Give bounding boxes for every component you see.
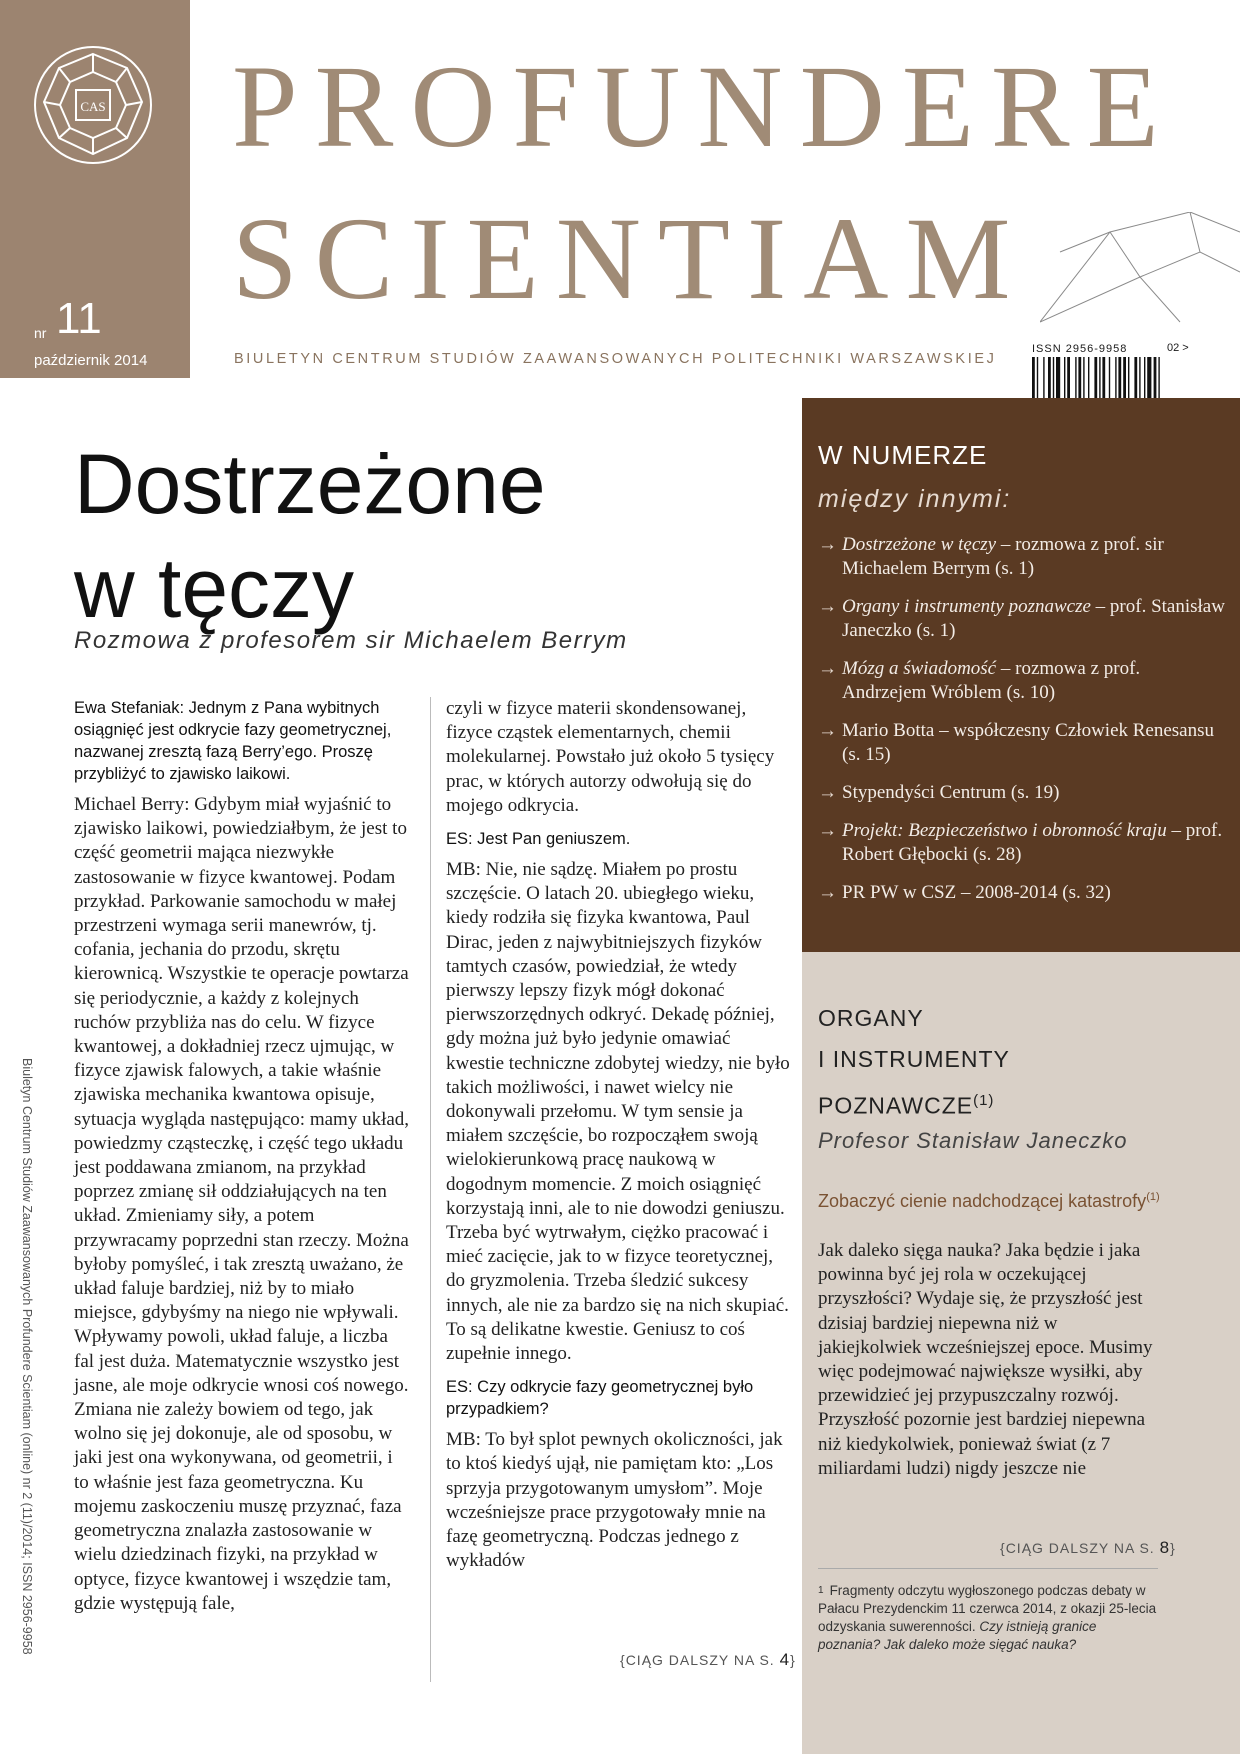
arrow-right-icon: → [818, 782, 837, 803]
article-lede: Rozmowa z profesorem sir Michaelem Berrym [74, 627, 628, 654]
toc-item[interactable] [818, 781, 1228, 805]
feature-continue-link[interactable]: {CIĄG DALSZY NA S. 8} [1000, 1538, 1176, 1557]
contents-list [818, 533, 1228, 919]
footnote-text: Fragmenty odczytu wygłoszonego podczas debaty w Pałacu Prezydenckim 11 czerwca 2014, z okazji 25-lecia odzyskania suwerenności. [818, 1583, 1157, 1634]
arrow-right-icon: → [818, 882, 837, 903]
footnote-mark: (1) [973, 1092, 995, 1109]
issue-label: nr [34, 325, 47, 341]
feature-body: Jak daleko sięga nauka? Jaka będzie i jaka powinna być jej rola w oczekującej przyszłości? Wydaje się, że przyszłość jest dzisiaj bardziej niepewna niż w jakiejkolwiek wcześniejszej epoce. Musimy więc podejmować największe wysiłki, aby przewidzieć jej przypuszczalny rozwój. Przyszłość pozornie jest bardziej niepewna niż kiedykolwiek, ponieważ świat (z 7 miliardami ludzi) nigdy jeszcze nie [818, 1240, 1153, 1479]
toc-item-italic: Projekt: Bezpieczeństwo i obronność kraju [842, 820, 1167, 841]
article-continue-link[interactable]: {CIĄG DALSZY NA S. 4} [620, 1650, 796, 1669]
toc-item[interactable] [818, 533, 1228, 581]
interview-answer: MB: Nie, nie sądzę. Miałem po prostu szczęście. O latach 20. ubiegłego wieku, kiedy rodziła się fizyka kwantowa, Paul Dirac, jeden z najwybitniejszych fizyków tamtych czasów, powiedział, że wtedy pierwszy lepszy fizyk mógł dokonać pierwszorzędnych odkryć. Dekadę później, gdy można już było jedynie omawiać kwestie techniczne zdobytej wiedzy, nie było takich możliwości, i nawet wielcy nie dokonywali przełomu. W tym sensie ja miałem szczęście, bo rozpocząłem swoją wielokierunkową pracę naukową w dogodnym momencie. Z moich osiągnięć korzystają inni, ale to nie dowodzi geniuszu. Trzeba być wytrwałym, ciężko pracować i mieć zacięcie, jak to w fizyce teoretycznej, do gryzmolenia. Trzeba śledzić sukcesy innych, ale nie za bardzo się na nich skupiać. To są delikatne kwestie. Geniusz to coś zupełnie innego. [446, 859, 790, 1365]
article-headline [74, 432, 546, 640]
toc-item-text: – rozmowa z prof. Andrzejem Wróblem (s. 10) [842, 658, 1141, 703]
toc-item[interactable] [818, 595, 1228, 643]
contents-subtitle: między innymi: [818, 485, 1012, 513]
footnote-divider [818, 1568, 1158, 1569]
arrow-right-icon: → [818, 596, 837, 617]
vertical-credit-line: Biuletyn Centrum Studiów Zaawansowanych Profundere Scientiam (online) nr 2 (11)/2014; ISSN 2956-9958 [20, 1058, 34, 1655]
column-divider [430, 697, 431, 1682]
feature-title-line2: I INSTRUMENTY [818, 1046, 1010, 1072]
continue-label: CIĄG DALSZY NA S. [625, 1652, 775, 1668]
issue-date: październik 2014 [34, 352, 148, 369]
issn-extension: 02 > [1167, 342, 1189, 354]
feature-title-line3: POZNAWCZE [818, 1092, 974, 1119]
footnote [818, 1582, 1158, 1654]
arrow-right-icon: → [818, 534, 837, 555]
footnote-italic: Czy istnieją granice poznania? Jak daleko może sięgać nauka? [818, 1619, 1097, 1652]
masthead-subtitle: BIULETYN CENTRUM STUDIÓW ZAAWANSOWANYCH POLITECHNIKI WARSZAWSKIEJ [234, 351, 997, 367]
continue-page: 4 [779, 1650, 791, 1669]
toc-item-italic: Mózg a świadomość [842, 658, 997, 679]
issn-label: ISSN 2956-9958 [1032, 343, 1128, 355]
cas-logo [30, 42, 156, 168]
toc-item-italic: Organy i instrumenty poznawcze [842, 596, 1091, 617]
toc-item-text: – prof. Robert Głębocki (s. 28) [842, 820, 1223, 865]
toc-item-text: – rozmowa z prof. sir Michaelem Berrym (s. 1) [842, 534, 1164, 579]
interview-answer: Michael Berry: Gdybym miał wyjaśnić to zjawisko laikowi, powiedziałbym, że jest to część geometrii mająca niezwykłe zastosowanie w fizyce kwantowej. Podam przykład. Parkowanie samochodu w małej przestrzeni wymaga serii manewrów, tj. cofania, jechania do przodu, skrętu kierownicą. Wszystkie te operacje powtarza się periodycznie, a każdy z kolejnych ruchów przybliża nas do celu. W fizyce kwantowej, a dokładniej rzecz ujmując, w fizyce zjawisk falowych, a takie właśnie zjawiska mechanika kwantowa opisuje, sytuacja wygląda następująco: mamy układ, powiedzmy cząsteczkę, i część tego układu jest poddawana zmianom, na przykład poprzez zmianę sił oddziałujących na ten układ. Zmieniamy siły, a potem przywracamy poprzedni stan rzeczy. Można byłoby pomyśleć, i tak zresztą uważano, że układ faluje bardziej, niż by to miało miejsce, gdybyśmy na niego nie wpływali. Wpływamy powoli, układ faluje, a liczba fal jest duża. Matematycznie wszystko jest jasne, ale moje odkrycie wnosi coś nowego. Zmiana nie zależy bowiem od tego, jak wolno się jej dokonuje, ale od sposobu, w jaki jest ona wykonywana, od geometrii, i to właśnie jest faza geometryczna. Ku mojemu zaskoczeniu muszę przyznać, faza geometryczna znalazła zastosowanie w wielu dziedzinach fizyki, na przykład w optyce, fizyce kwantowej i wszędzie tam, gdzie występują fale, [74, 794, 410, 1614]
toc-item[interactable] [818, 657, 1228, 705]
continue-label: CIĄG DALSZY NA S. [1005, 1540, 1155, 1556]
article-column-1 [74, 697, 410, 1626]
article-column-2 [446, 697, 790, 1584]
feature-subheading [818, 1186, 1198, 1213]
contents-title: W NUMERZE [818, 440, 988, 470]
headline-line1: Dostrzeżone [74, 437, 546, 531]
arrow-right-icon: → [818, 720, 837, 741]
interview-question: ES: Jest Pan geniuszem. [446, 830, 631, 849]
masthead-title-line2: SCIENTIAM [232, 193, 1028, 324]
toc-item[interactable] [818, 881, 1228, 905]
arrow-right-icon: → [818, 820, 837, 841]
logo-text: CAS [80, 99, 106, 114]
continue-page: 8 [1159, 1538, 1171, 1557]
toc-item-text: Stypendyści Centrum (s. 19) [842, 782, 1060, 803]
interview-answer: MB: To był splot pewnych okoliczności, jak to ktoś kiedyś ujął, nie pamiętam kto: „Los sprzyja przygotowanym umysłom”. Moje wcześniejsze prace przygotowały mnie na fazę geometryczną. Podczas jednego z wykładów [446, 1429, 783, 1572]
toc-item[interactable] [818, 819, 1228, 867]
toc-item[interactable] [818, 719, 1228, 767]
headline-line2: w tęczy [74, 541, 355, 635]
feature-author: Profesor Stanisław Janeczko [818, 1128, 1128, 1153]
feature-title [818, 998, 1010, 1127]
masthead-title-line1: PROFUNDERE [232, 41, 1176, 172]
toc-item-text: – prof. Stanisław Janeczko (s. 1) [842, 596, 1225, 641]
issue-number: 11 [56, 294, 102, 343]
interview-question: Ewa Stefaniak: Jednym z Pana wybitnych osiągnięć jest odkrycie fazy geometrycznej, nazwanej zresztą fazą Berry’ego. Proszę przybliżyć to zjawisko laikowi. [74, 699, 392, 783]
feature-subheading-text: Zobaczyć cienie nadchodzącej katastrofy [818, 1191, 1147, 1211]
feature-title-line1: ORGANY [818, 1005, 924, 1031]
toc-item-text: Mario Botta – współczesny Człowiek Renesansu (s. 15) [842, 720, 1215, 765]
footnote-mark: (1) [1146, 1191, 1160, 1203]
toc-item-text: PR PW w CSZ – 2008-2014 (s. 32) [842, 882, 1111, 903]
toc-item-italic: Dostrzeżone w tęczy [842, 534, 997, 555]
arrow-right-icon: → [818, 658, 837, 679]
interview-question: ES: Czy odkrycie fazy geometrycznej było przypadkiem? [446, 1378, 754, 1419]
interview-answer: czyli w fizyce materii skondensowanej, fizyce cząstek elementarnych, chemii molekularnej. Powstało już około 5 tysięcy prac, w których autorzy odwołują się do mojego odkrycia. [446, 698, 775, 816]
footnote-number: 1 [818, 1585, 824, 1596]
geometric-lines-decoration [1040, 212, 1240, 332]
